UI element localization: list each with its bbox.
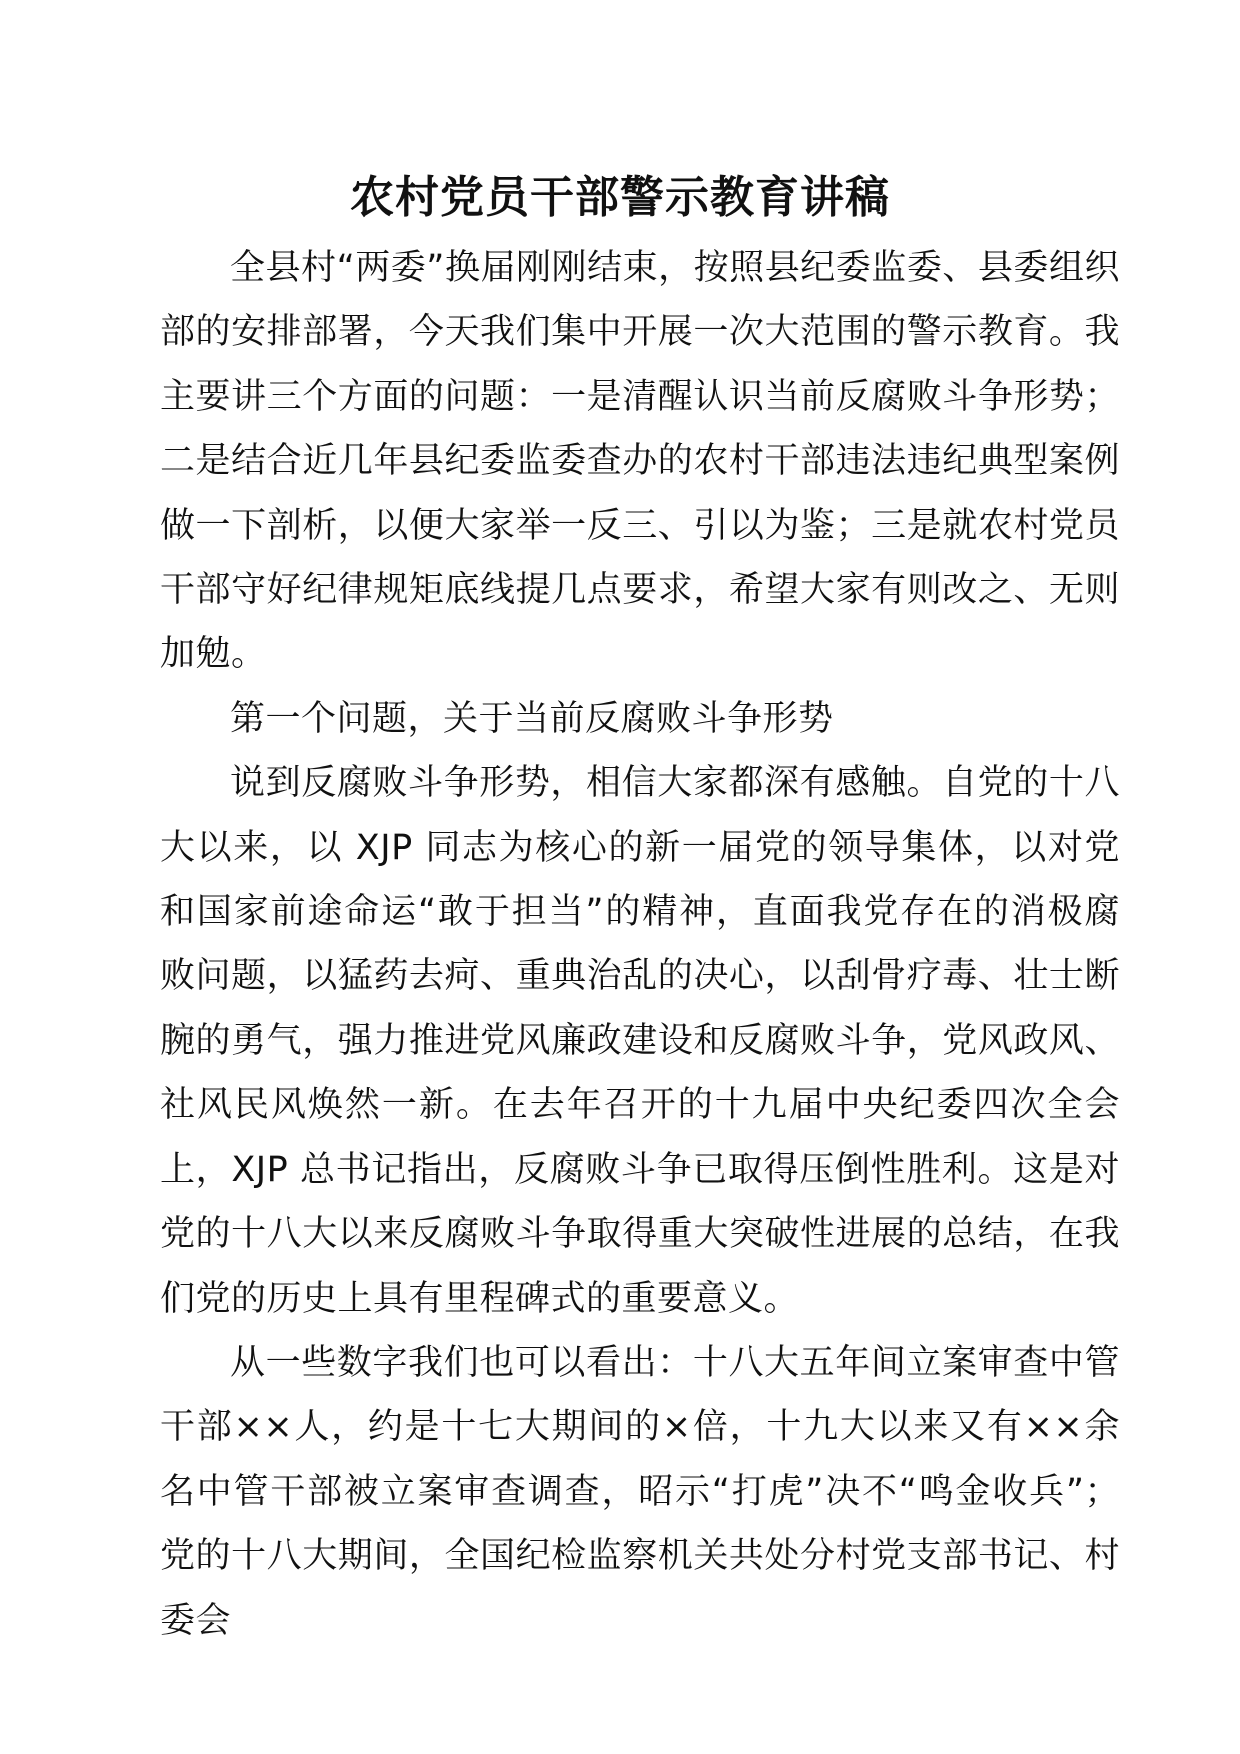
document-title: 农村党员干部警示教育讲稿 [350,172,890,223]
paragraph-intro: 全县村“两委”换届刚刚结束，按照县纪委监委、县委组织部的安排部署，今天我们集中开展一次大范围的警示教育。我主要讲三个方面的问题：一是清醒认识当前反腐败斗争形势；二是结合近几年县纪委监委查办的农村干部违法违纪典型案例做一下剖析，以便大家举一反三、引以为鉴；三是就农村党员干部守好纪律规矩底线提几点要求，希望大家有则改之、无则加勉。 [160,248,1120,675]
paragraph-situation: 说到反腐败斗争形势，相信大家都深有感触。自党的十八大以来，以 XJP 同志为核心的新一届党的领导集体，以对党和国家前途命运“敢于担当”的精神，直面我党存在的消极腐败问题，以猛药去疴、重典治乱的决心，以刮骨疗毒、壮士断腕的勇气，强力推进党风廉政建设和反腐败斗争，党风政风、社风民风焕然一新。在去年召开的十九届中央纪委四次全会上，XJP 总书记指出，反腐败斗争已取得压倒性胜利。这是对党的十八大以来反腐败斗争取得重大突破性进展的总结，在我们党的历史上具有里程碑式的重要意义。 [160,763,1120,1319]
document-body [160,236,1120,1653]
section-heading: 第一个问题，关于当前反腐败斗争形势 [230,698,834,739]
paragraph-statistics: 从一些数字我们也可以看出：十八大五年间立案审查中管干部××人，约是十七大期间的×倍，十九大以来又有××余名中管干部被立案审查调查，昭示“打虎”决不“鸣金收兵”；党的十八大期间，全国纪检监察机关共处分村党支部书记、村委会 [160,1342,1120,1641]
